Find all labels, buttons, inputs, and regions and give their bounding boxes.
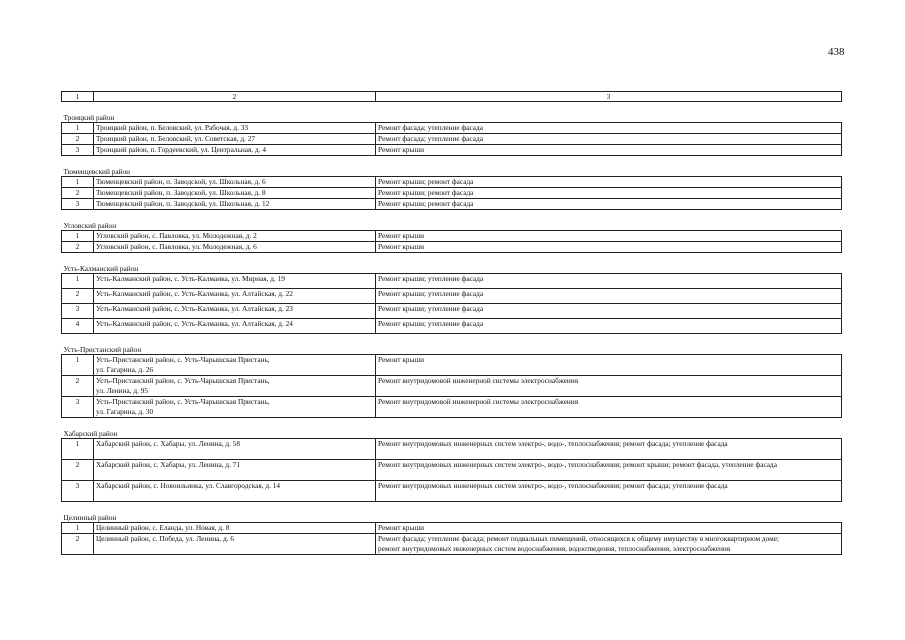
work-type-cell	[376, 534, 842, 555]
row-number: 3	[62, 397, 94, 418]
table-row	[62, 134, 842, 145]
district-header-row	[62, 418, 842, 439]
address-cell	[94, 439, 376, 460]
work-type-cell	[376, 304, 842, 319]
work-type-cell	[376, 439, 842, 460]
address-cell	[94, 145, 376, 156]
table-row	[62, 199, 842, 210]
row-number: 4	[62, 319, 94, 334]
address-line: Усть-Калманский район, с. Усть-Калманка, ул. Алтайская, д. 24	[96, 319, 293, 328]
header-col-3: 3	[376, 92, 842, 102]
row-number: 2	[62, 242, 94, 253]
address-line: Тюменцевский район, п. Заводской, ул. Школьная, д. 6	[96, 177, 266, 186]
row-number: 3	[62, 145, 94, 156]
table-row	[62, 355, 842, 376]
address-line: Хабарский район, с. Хабары, ул. Ленина, д. 71	[96, 460, 241, 469]
address-cell	[94, 397, 376, 418]
row-number: 3	[62, 304, 94, 319]
district-name: Тюменцевский район	[62, 156, 842, 177]
work-type-line: Ремонт крыши	[378, 145, 425, 154]
table-row	[62, 319, 842, 334]
table-row	[62, 376, 842, 397]
row-number: 1	[62, 177, 94, 188]
address-cell	[94, 188, 376, 199]
address-line: Усть-Калманский район, с. Усть-Калманка, ул. Мирная, д. 19	[96, 274, 285, 283]
district-name: Целинный район	[62, 502, 842, 523]
work-type-cell	[376, 123, 842, 134]
district-name: Усть-Калманский район	[62, 253, 842, 274]
address-line: Хабарский район, с. Хабары, ул. Ленина, д. 58	[96, 439, 241, 448]
address-cell	[94, 304, 376, 319]
address-cell	[94, 523, 376, 534]
work-type-cell	[376, 376, 842, 397]
row-number: 2	[62, 460, 94, 481]
work-type-cell	[376, 274, 842, 289]
table-row	[62, 439, 842, 460]
work-type-line: Ремонт крыши; ремонт фасада	[378, 177, 474, 186]
work-type-line: Ремонт внутридомовых инженерных систем электро-, водо-, теплоснабжения; ремонт фасада; утепление фасада	[378, 439, 728, 448]
address-line: Троицкий район, п. Гордеевский, ул. Центральная, д. 4	[96, 145, 267, 154]
row-number: 1	[62, 274, 94, 289]
address-line: Тюменцевский район, п. Заводской, ул. Школьная, д. 8	[96, 188, 266, 197]
repair-register-table	[61, 91, 842, 555]
address-cell	[94, 123, 376, 134]
address-line: Усть-Пристанский район, с. Усть-Чарышская Пристань,	[96, 376, 270, 385]
address-line: Усть-Калманский район, с. Усть-Калманка, ул. Алтайская, д. 22	[96, 289, 293, 298]
district-name: Усть-Пристанский район	[62, 334, 842, 355]
work-type-cell	[376, 231, 842, 242]
work-type-line: Ремонт крыши; утепление фасада	[378, 319, 484, 328]
row-number: 3	[62, 199, 94, 210]
work-type-line: Ремонт внутридомовых инженерных систем электро-, водо-, теплоснабжения; ремонт фасада; утепление фасада	[378, 481, 728, 490]
row-number: 3	[62, 481, 94, 502]
address-line-2: ул. Ленина, д. 95	[96, 386, 149, 395]
address-line: Целинный район, с. Еланда, ул. Новая, д. 8	[96, 523, 230, 532]
table-row	[62, 397, 842, 418]
work-type-line: Ремонт фасада; утепление фасада; ремонт подвальных помещений, относящихся к общему имуществу в многоквартирном доме;	[378, 534, 780, 543]
district-header-row	[62, 334, 842, 355]
work-type-line: Ремонт крыши	[378, 231, 425, 240]
work-type-line-2: ремонт внутридомовых инженерных систем водоснабжения, водоотведения, теплоснабжения, электроснабжения	[378, 544, 731, 553]
work-type-cell	[376, 355, 842, 376]
district-name: Хабарский район	[62, 418, 842, 439]
address-line: Усть-Калманский район, с. Усть-Калманка, ул. Алтайская, д. 23	[96, 304, 293, 313]
table-row	[62, 123, 842, 134]
table-row	[62, 177, 842, 188]
work-type-line: Ремонт крыши; ремонт фасада	[378, 199, 474, 208]
work-type-line: Ремонт крыши; утепление фасада	[378, 274, 484, 283]
work-type-cell	[376, 177, 842, 188]
work-type-line: Ремонт крыши; утепление фасада	[378, 289, 484, 298]
address-cell	[94, 534, 376, 555]
row-number: 1	[62, 355, 94, 376]
address-line-2: ул. Гагарина, д. 30	[96, 407, 154, 416]
address-line: Тюменцевский район, п. Заводской, ул. Школьная, д. 12	[96, 199, 270, 208]
work-type-line: Ремонт внутридомовой инженерной системы электроснабжения	[378, 397, 579, 406]
address-line: Угловский район, с. Павловка, ул. Молодежная, д. 2	[96, 231, 257, 240]
table-row	[62, 523, 842, 534]
work-type-cell	[376, 319, 842, 334]
table-row	[62, 188, 842, 199]
work-type-cell	[376, 481, 842, 502]
row-number: 1	[62, 523, 94, 534]
work-type-line: Ремонт крыши; утепление фасада	[378, 304, 484, 313]
address-cell	[94, 242, 376, 253]
address-line: Троицкий район, п. Беловский, ул. Советская, д. 27	[96, 134, 256, 143]
work-type-line: Ремонт внутридомовой инженерной системы электроснабжения	[378, 376, 579, 385]
district-header-row	[62, 156, 842, 177]
row-number: 1	[62, 123, 94, 134]
work-type-line: Ремонт фасада; утепление фасада	[378, 123, 483, 132]
district-header-row	[62, 253, 842, 274]
address-cell	[94, 177, 376, 188]
work-type-line: Ремонт крыши	[378, 355, 425, 364]
district-name: Троицкий район	[62, 102, 842, 123]
row-number: 2	[62, 289, 94, 304]
district-header-row	[62, 502, 842, 523]
address-cell	[94, 355, 376, 376]
address-cell	[94, 289, 376, 304]
work-type-line: Ремонт крыши	[378, 242, 425, 251]
table-row	[62, 534, 842, 555]
table-row	[62, 274, 842, 289]
header-col-2: 2	[94, 92, 376, 102]
table-header-row	[62, 92, 842, 102]
address-cell	[94, 376, 376, 397]
address-cell	[94, 199, 376, 210]
table-row	[62, 145, 842, 156]
table-row	[62, 481, 842, 502]
row-number: 2	[62, 376, 94, 397]
row-number: 1	[62, 231, 94, 242]
district-name: Угловский район	[62, 210, 842, 231]
work-type-cell	[376, 460, 842, 481]
table-row	[62, 460, 842, 481]
table-row	[62, 304, 842, 319]
work-type-cell	[376, 397, 842, 418]
work-type-line: Ремонт крыши; ремонт фасада	[378, 188, 474, 197]
work-type-cell	[376, 188, 842, 199]
table-row	[62, 231, 842, 242]
address-line: Хабарский район, с. Новоильинка, ул. Славгородская, д. 14	[96, 481, 281, 490]
work-type-line: Ремонт внутридомовых инженерных систем электро-, водо-, теплоснабжения; ремонт крыши; ремонт фасада, утепление фасада	[378, 460, 777, 469]
page-number: 438	[828, 46, 845, 58]
address-cell	[94, 231, 376, 242]
work-type-cell	[376, 134, 842, 145]
district-header-row	[62, 102, 842, 123]
address-line-2: ул. Гагарина, д. 26	[96, 365, 154, 374]
work-type-cell	[376, 199, 842, 210]
address-cell	[94, 134, 376, 145]
address-line: Угловский район, с. Павловка, ул. Молодежная, д. 6	[96, 242, 257, 251]
header-col-1: 1	[62, 92, 94, 102]
address-line: Усть-Пристанский район, с. Усть-Чарышская Пристань,	[96, 397, 270, 406]
work-type-cell	[376, 145, 842, 156]
row-number: 2	[62, 134, 94, 145]
address-cell	[94, 481, 376, 502]
work-type-cell	[376, 523, 842, 534]
address-line: Целинный район, с. Победа, ул. Ленина, д. 6	[96, 534, 235, 543]
address-cell	[94, 274, 376, 289]
district-header-row	[62, 210, 842, 231]
work-type-cell	[376, 242, 842, 253]
address-line: Троицкий район, п. Беловский, ул. Рабочая, д. 33	[96, 123, 249, 132]
row-number: 1	[62, 439, 94, 460]
table-row	[62, 242, 842, 253]
work-type-line: Ремонт фасада; утепление фасада	[378, 134, 483, 143]
work-type-cell	[376, 289, 842, 304]
address-cell	[94, 460, 376, 481]
address-line: Усть-Пристанский район, с. Усть-Чарышская Пристань,	[96, 355, 270, 364]
row-number: 2	[62, 188, 94, 199]
row-number: 2	[62, 534, 94, 555]
address-cell	[94, 319, 376, 334]
work-type-line: Ремонт крыши	[378, 523, 425, 532]
table-row	[62, 289, 842, 304]
